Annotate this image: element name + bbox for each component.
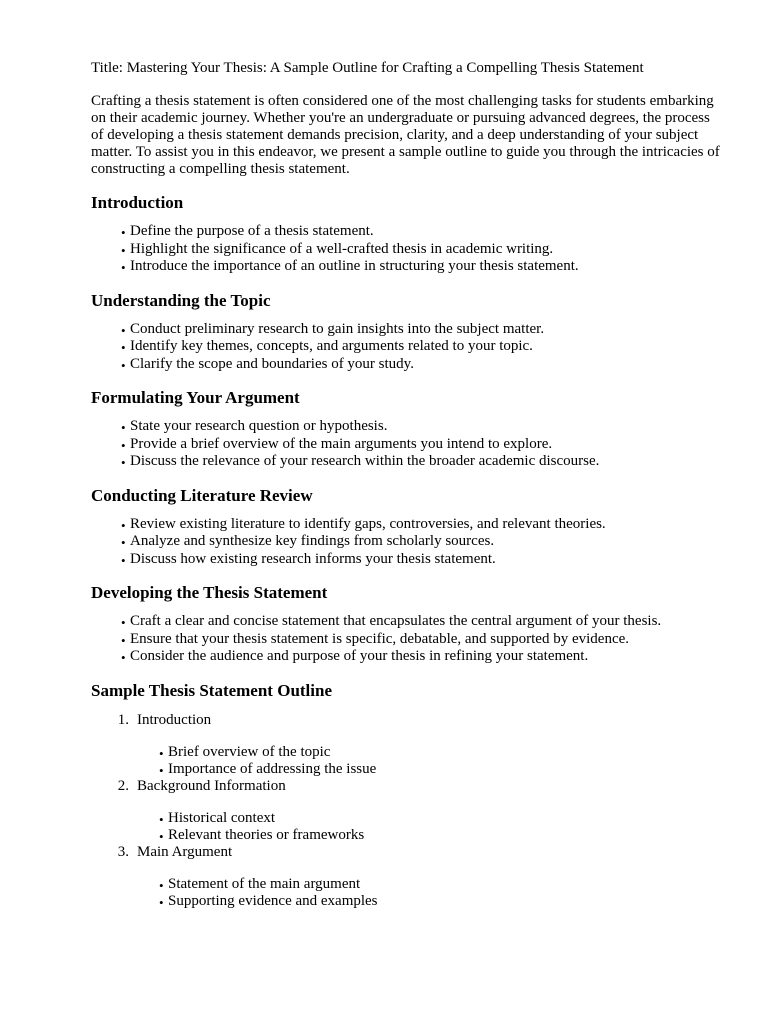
outline-label: Background Information [137,777,286,794]
bullet-list [91,613,728,666]
bullet-item: • Clarify the scope and boundaries of your study. [121,356,728,374]
section [91,485,728,569]
bullet-list [91,223,728,276]
bullet-item: • Introduce the importance of an outline in structuring your thesis statement. [121,258,728,276]
section [91,387,728,471]
outline-list [91,712,728,910]
section-heading: Formulating Your Argument [91,388,300,407]
outline-item [91,712,728,778]
sections-container [91,192,728,666]
bullet-list [91,321,728,374]
outline-section [91,680,728,910]
bullet-item: • Identify key themes, concepts, and arguments related to your topic. [121,338,728,356]
intro-paragraph: Crafting a thesis statement is often considered one of the most challenging tasks for students embarking on their academic journey. Whether you're an undergraduate or pursuing advanced degrees, the process of developing a thesis statement demands precision, clarity, and a deep understanding of your subject matter. To assist you in this endeavor, we present a sample outline to guide you through the intricacies of constructing a compelling thesis statement. [91,93,720,177]
bullet-item: • Discuss the relevance of your research within the broader academic discourse. [121,453,728,471]
outline-sub-list [91,744,728,778]
document-title: Title: Mastering Your Thesis: A Sample Outline for Crafting a Compelling Thesis Statement [91,60,644,76]
section [91,582,728,666]
bullet-item: • Highlight the significance of a well-crafted thesis in academic writing. [121,241,728,259]
outline-sub-item: • Relevant theories or frameworks [159,827,728,844]
section-heading: Conducting Literature Review [91,485,313,505]
bullet-list [91,418,728,471]
bullet-item: • Conduct preliminary research to gain insights into the subject matter. [121,321,728,339]
bullet-item: • Provide a brief overview of the main arguments you intend to explore. [121,436,728,454]
outline-sub-item: • Supporting evidence and examples [159,893,728,910]
bullet-item: • Consider the audience and purpose of your thesis in refining your statement. [121,648,728,666]
outline-number: 1. [117,711,129,728]
bullet-item: • State your research question or hypothesis. [121,418,728,436]
outline-item [91,778,728,844]
section-heading: Sample Thesis Statement Outline [91,680,333,700]
outline-label: Introduction [137,711,212,728]
bullet-item: • Analyze and synthesize key findings from scholarly sources. [121,533,728,551]
outline-sub-item: • Statement of the main argument [159,876,728,893]
bullet-item: • Craft a clear and concise statement that encapsulates the central argument of your thesis. [121,613,728,631]
bullet-item: • Define the purpose of a thesis statement. [121,223,728,241]
bullet-item: • Ensure that your thesis statement is specific, debatable, and supported by evidence. [121,631,728,649]
section [91,290,728,374]
outline-number: 3. [117,843,129,860]
outline-sub-list [91,876,728,910]
outline-sub-item: • Historical context [159,810,728,827]
outline-label: Main Argument [137,843,233,860]
section-heading: Introduction [91,193,184,212]
outline-sub-item: • Brief overview of the topic [159,744,728,761]
outline-sub-list [91,810,728,844]
bullet-list [91,516,728,569]
outline-item [91,844,728,910]
outline-number: 2. [117,777,129,794]
outline-sub-item: • Importance of addressing the issue [159,761,728,778]
bullet-item: • Review existing literature to identify gaps, controversies, and relevant theories. [121,516,728,534]
bullet-item: • Discuss how existing research informs your thesis statement. [121,551,728,569]
section-heading: Developing the Thesis Statement [91,583,328,602]
section [91,192,728,276]
section-heading: Understanding the Topic [91,290,271,310]
